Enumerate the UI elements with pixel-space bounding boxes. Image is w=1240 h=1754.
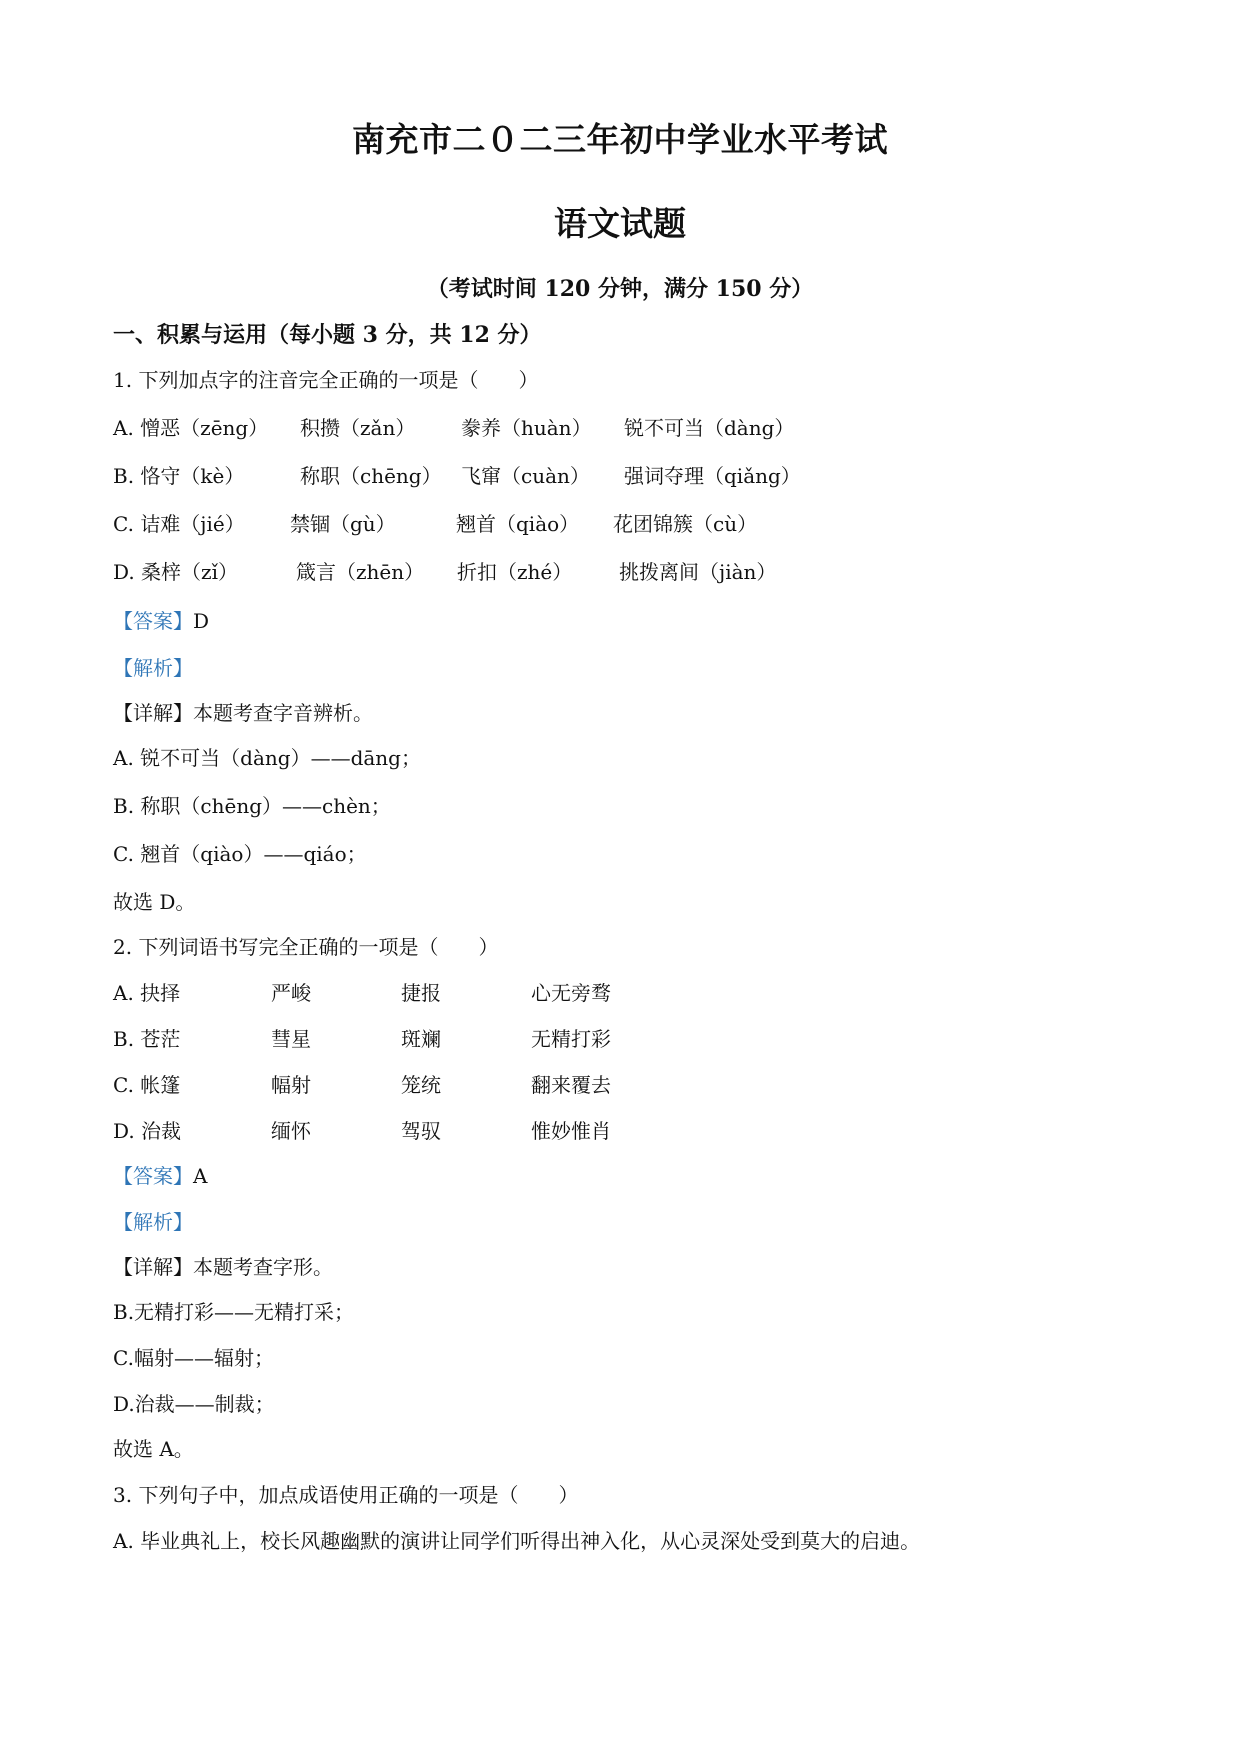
question-3-stem: 3. 下列句子中，加点成语使用正确的一项是（ ） <box>113 1483 579 1507</box>
q2-conclusion: 故选 A。 <box>113 1437 194 1461</box>
q1-conclusion: 故选 D。 <box>113 890 196 914</box>
q1-analysis-line-3: C. 翘首（qiào）——qiáo； <box>113 842 367 866</box>
question-1-stem: 1. 下列加点字的注音完全正确的一项是（ ） <box>113 368 539 392</box>
q2-answer <box>113 1160 207 1189</box>
q1-option-d-item-2: 箴言（zhēn） <box>296 560 425 584</box>
q2-option-d-item-3: 驾驭 <box>401 1119 441 1143</box>
q2-option-d <box>113 1115 1113 1145</box>
q2-analysis-line-2: C.幅射——辐射； <box>113 1346 274 1370</box>
q2-option-c-item-3: 笼统 <box>401 1073 441 1097</box>
q1-option-d-item-3: 折扣（zhé） <box>457 560 573 584</box>
q1-detail: 【详解】本题考查字音辨析。 <box>113 701 373 725</box>
q1-option-d <box>113 556 1113 586</box>
q2-option-d-item-4: 惟妙惟肖 <box>531 1119 611 1143</box>
q1-option-b-item-3: 飞窜（cuàn） <box>461 464 590 488</box>
answer-label: 【答案】 <box>113 1164 193 1188</box>
exam-title: 南充市二０二三年初中学业水平考试 <box>352 120 888 159</box>
q2-option-c-item-4: 翻来覆去 <box>531 1073 611 1097</box>
q2-option-d-item-2: 缅怀 <box>271 1119 311 1143</box>
q2-analysis-line-1: B.无精打彩——无精打采； <box>113 1300 355 1324</box>
subject-title: 语文试题 <box>554 204 686 243</box>
q1-option-c-item-4: 花团锦簇（cù） <box>613 512 758 536</box>
q2-detail: 【详解】本题考查字形。 <box>113 1255 333 1279</box>
q1-option-a-item-2: 积攒（zǎn） <box>300 416 416 440</box>
q1-option-b-item-4: 强词夺理（qiǎng） <box>624 464 801 488</box>
q1-option-b <box>113 460 1113 490</box>
q1-option-a-item-3: 豢养（huàn） <box>461 416 592 440</box>
q1-option-a-item-4: 锐不可当（dàng） <box>624 416 795 440</box>
q2-analysis-label: 【解析】 <box>113 1210 193 1234</box>
q2-analysis-line-3: D.治裁——制裁； <box>113 1392 275 1416</box>
q2-option-b-item-4: 无精打彩 <box>531 1027 611 1051</box>
section-heading: 一、积累与运用（每小题 3 分，共 12 分） <box>113 322 542 348</box>
q1-option-d-item-4: 挑拨离间（jiàn） <box>619 560 777 584</box>
q2-option-a-item-1: A. 抉择 <box>113 981 181 1005</box>
q3-option-a: A. 毕业典礼上，校长风趣幽默的演讲让同学们听得出神入化，从心灵深处受到莫大的启迪。 <box>113 1529 921 1553</box>
q1-option-d-item-1: D. 桑梓（zǐ） <box>113 560 238 584</box>
q1-analysis-label: 【解析】 <box>113 656 193 680</box>
q1-answer <box>113 605 209 634</box>
answer-label: 【答案】 <box>113 609 193 633</box>
q2-option-a-item-2: 严峻 <box>271 981 311 1005</box>
q1-option-a-item-1: A. 憎恶（zēng） <box>113 416 269 440</box>
q2-option-b-item-3: 斑斓 <box>401 1027 441 1051</box>
q2-option-b-item-2: 彗星 <box>271 1027 311 1051</box>
exam-info: （考试时间 120 分钟，满分 150 分） <box>426 276 814 302</box>
q2-option-a-item-4: 心无旁骛 <box>531 981 611 1005</box>
q2-option-a <box>113 977 1113 1007</box>
q1-option-a <box>113 412 1113 442</box>
q2-option-b-item-1: B. 苍茫 <box>113 1027 181 1051</box>
q1-option-c <box>113 508 1113 538</box>
q1-option-c-item-1: C. 诘难（jié） <box>113 512 245 536</box>
q1-option-c-item-2: 禁锢（gù） <box>290 512 396 536</box>
q2-option-a-item-3: 捷报 <box>401 981 441 1005</box>
q2-option-b <box>113 1023 1113 1053</box>
q1-analysis-line-1: A. 锐不可当（dàng）——dāng； <box>113 746 421 770</box>
q1-option-b-item-1: B. 恪守（kè） <box>113 464 245 488</box>
question-2-stem: 2. 下列词语书写完全正确的一项是（ ） <box>113 935 499 959</box>
q2-option-d-item-1: D. 治裁 <box>113 1119 182 1143</box>
answer-value: A <box>193 1164 208 1188</box>
q1-option-c-item-3: 翘首（qiào） <box>456 512 580 536</box>
q2-option-c-item-1: C. 帐篷 <box>113 1073 181 1097</box>
q2-option-c <box>113 1069 1113 1099</box>
q1-option-b-item-2: 称职（chēng） <box>300 464 442 488</box>
q1-analysis-line-2: B. 称职（chēng）——chèn； <box>113 794 391 818</box>
answer-value: D <box>193 609 210 633</box>
q2-option-c-item-2: 幅射 <box>271 1073 311 1097</box>
